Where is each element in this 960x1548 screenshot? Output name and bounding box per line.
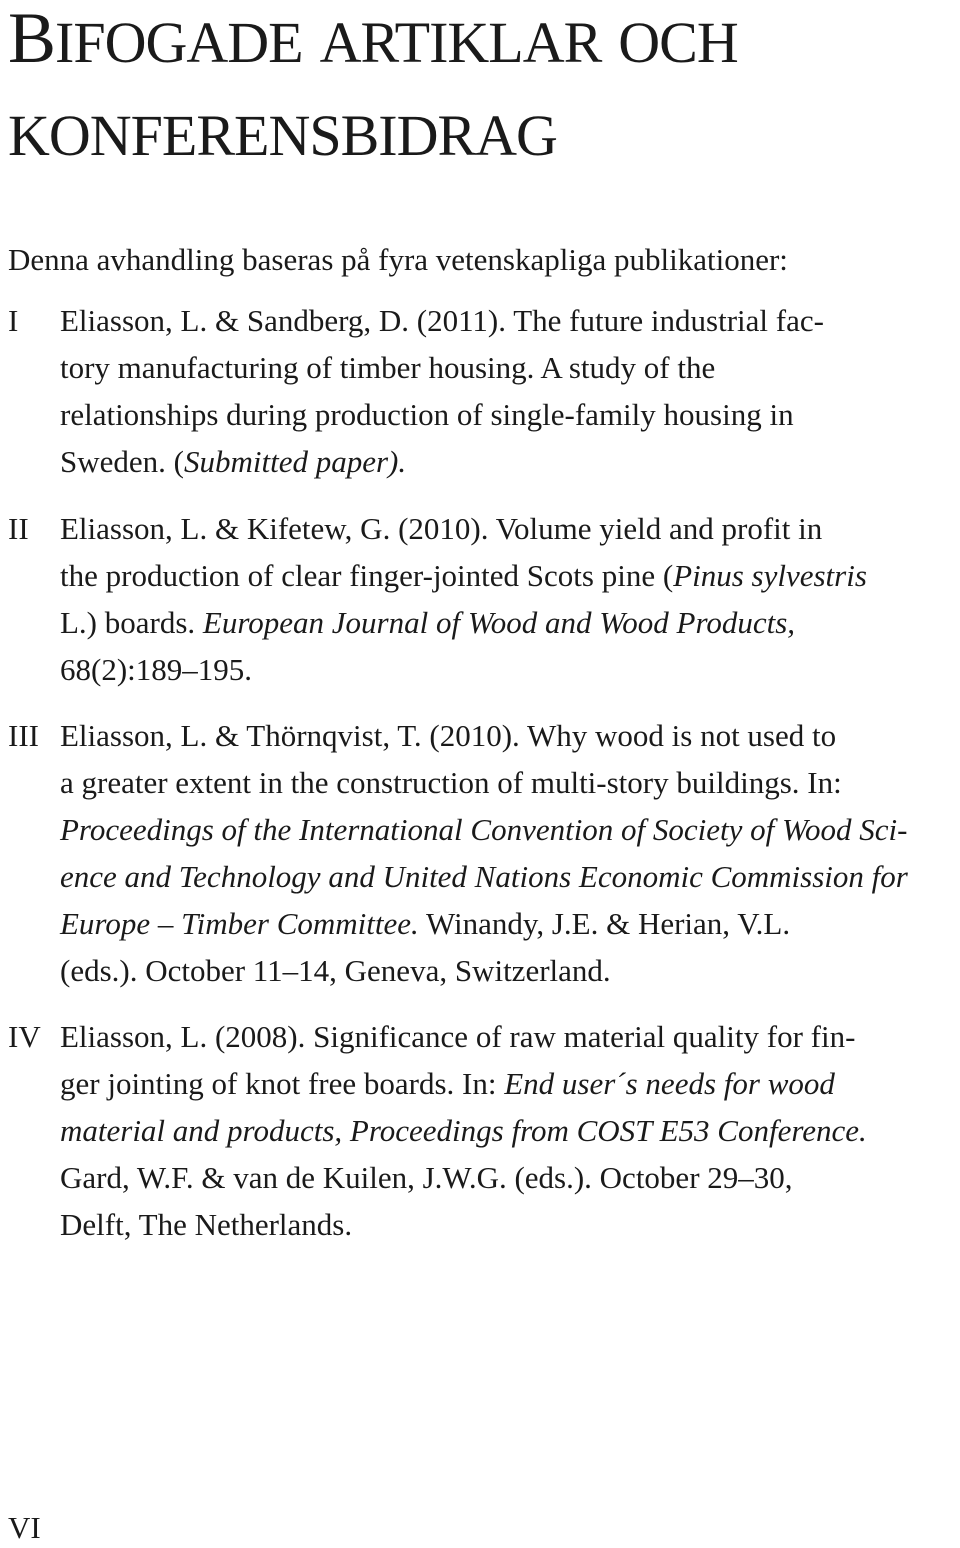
publication-number: IV	[8, 1019, 41, 1054]
publication-line	[60, 712, 836, 759]
publication-italic-text: Submitted paper).	[183, 444, 407, 479]
publication-line	[60, 1107, 867, 1154]
publication-line	[60, 900, 790, 947]
publication-line	[60, 391, 794, 438]
publication-line	[60, 552, 867, 599]
publication-text: tory manufacturing of timber housing. A study of the	[60, 350, 716, 385]
publication-text: ger jointing of knot free boards. In:	[60, 1066, 505, 1101]
publication-italic-text: Europe – Timber Committee.	[60, 906, 419, 941]
page-title-line-1: BIFOGADE ARTIKLAR OCH	[8, 0, 738, 78]
publication-italic-text: material and products, Proceedings from COST E53 Conference.	[60, 1113, 867, 1148]
page-title	[8, 0, 948, 180]
publication-line	[60, 344, 715, 391]
publication-italic-text: ence and Technology and United Nations Economic Commission for	[60, 859, 908, 894]
page-title-line-2: KONFERENSBIDRAG	[8, 103, 557, 168]
publication-number: III	[8, 718, 39, 753]
publication-line	[60, 1013, 855, 1060]
publication-text: relationships during production of single-family housing in	[60, 397, 794, 432]
publication-line	[60, 505, 822, 552]
publication-italic-text: Pinus sylvestris	[673, 558, 867, 593]
publication-italic-text: Proceedings of the International Convention of Society of Wood Sci-	[60, 812, 908, 847]
publication-text: Eliasson, L. & Sandberg, D. (2011). The future industrial fac-	[60, 303, 824, 338]
publication-line	[60, 947, 611, 994]
publication-text: Delft, The Netherlands.	[60, 1207, 353, 1242]
publication-text: 68(2):189–195.	[60, 652, 253, 687]
publication-line	[60, 297, 824, 344]
publication-line	[60, 853, 908, 900]
publication-text: Eliasson, L. & Kifetew, G. (2010). Volume yield and profit in	[60, 511, 823, 546]
publication-text: the production of clear finger-jointed Scots pine (	[60, 558, 674, 593]
publication-italic-text: End user´s needs for wood	[504, 1066, 835, 1101]
publication-line	[60, 438, 406, 485]
publication-line	[60, 759, 842, 806]
publication-text: Eliasson, L. (2008). Significance of raw material quality for fin-	[60, 1019, 856, 1054]
publication-text: Sweden. (	[60, 444, 184, 479]
publication-text: (eds.). October 11–14, Geneva, Switzerland.	[60, 953, 611, 988]
publication-italic-text: European Journal of Wood and Wood Products,	[202, 605, 796, 640]
page-number: VI	[8, 1510, 41, 1545]
publication-line	[60, 806, 907, 853]
publication-line	[60, 1154, 793, 1201]
publication-text: Eliasson, L. & Thörnqvist, T. (2010). Why wood is not used to	[60, 718, 837, 753]
publication-text: L.) boards.	[60, 605, 203, 640]
publication-line	[60, 1201, 352, 1248]
publication-number: I	[8, 303, 19, 338]
publication-line	[60, 599, 795, 646]
publication-text: Gard, W.F. & van de Kuilen, J.W.G. (eds.). October 29–30,	[60, 1160, 793, 1195]
publication-line	[60, 1060, 835, 1107]
publication-line	[60, 646, 252, 693]
intro-text: Denna avhandling baseras på fyra vetenskapliga publikationer:	[8, 242, 788, 277]
publication-text: Winandy, J.E. & Herian, V.L.	[418, 906, 791, 941]
publication-text: a greater extent in the construction of multi-story buildings. In:	[60, 765, 842, 800]
publication-number: II	[8, 511, 29, 546]
